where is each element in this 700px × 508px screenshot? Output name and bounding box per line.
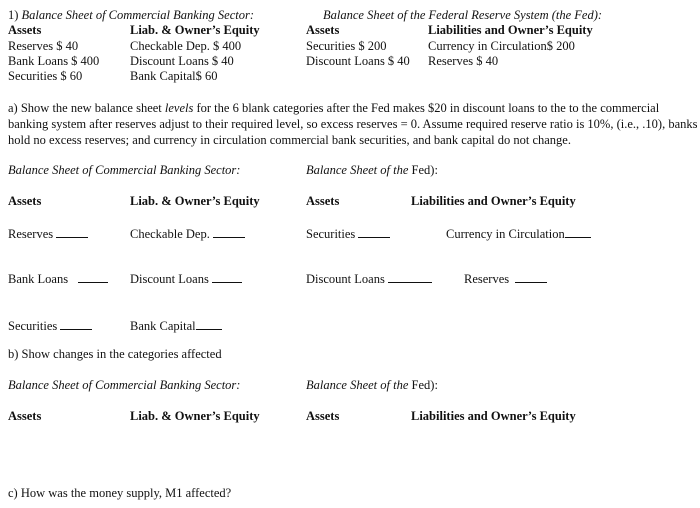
part-b-bank-title: Balance Sheet of Commercial Banking Sector: xyxy=(8,378,241,392)
part-a-securities-row: Securities xyxy=(8,318,92,334)
fed-liab-currency: Currency in Circulation$ 200 xyxy=(428,39,575,53)
part-a-reserves-row: Reserves xyxy=(8,226,88,242)
fed-asset-securities: Securities $ 200 xyxy=(306,39,387,53)
bank-liab-checkable: Checkable Dep. $ 400 xyxy=(130,39,242,53)
part-b-heading: b) Show changes in the categories affected xyxy=(8,347,222,361)
part-a-bank-assets-header: Assets xyxy=(8,194,42,208)
fed-asset-discount-loans: Discount Loans $ 40 xyxy=(306,54,410,68)
checkable-blank[interactable] xyxy=(213,226,245,238)
fed-liab-reserves: Reserves $ 40 xyxy=(428,54,499,68)
bank-liab-discount-loans: Discount Loans $ 40 xyxy=(130,54,234,68)
part-b-fed-title: Balance Sheet of the Fed): xyxy=(306,378,438,392)
bank-asset-reserves: Reserves $ 40 xyxy=(8,39,79,53)
reserves-blank[interactable] xyxy=(56,226,88,238)
part-b-fed-liab-header: Liabilities and Owner’s Equity xyxy=(411,409,576,423)
part-a-fed-assets-header: Assets xyxy=(306,194,340,208)
bank-assets-header: Assets xyxy=(8,23,42,37)
part-b-fed-assets-header: Assets xyxy=(306,409,340,423)
part-a-fed-securities-row: Securities xyxy=(306,226,390,242)
bank-liab-capital: Bank Capital$ 60 xyxy=(130,69,218,83)
part-a-bank-title: Balance Sheet of Commercial Banking Sector: xyxy=(8,163,241,177)
part-a-fed-discount-loans-row: Discount Loans xyxy=(306,271,432,287)
bank-asset-loans: Bank Loans $ 400 xyxy=(8,54,100,68)
bank-capital-blank xyxy=(196,318,222,330)
part-a-fed-liab-header: Liabilities and Owner’s Equity xyxy=(411,194,576,208)
bank-balance-sheet-title: Balance Sheet of Commercial Banking Sector: xyxy=(21,8,255,22)
part-a-fed-reserves-row: Reserves xyxy=(464,271,547,287)
q1-title xyxy=(8,8,254,23)
part-b-bank-liab-header: Liab. & Owner’s Equity xyxy=(130,409,260,423)
part-a-instructions: a) Show the new balance sheet levels for the 6 blank categories after the Fed makes $20 in discount loans to the to the commercial banking system after reserves adjust to their required level, so excess reserves = 0. Assume required reserve ratio is 10%, (i.e., .10), banks hold no excess reserves; and currency in circulation commercial bank securities, and bank capital do not change. xyxy=(8,101,698,147)
fed-discount-loans-blank[interactable] xyxy=(388,271,432,283)
q1-number: 1) xyxy=(8,8,22,22)
fed-reserves-blank[interactable] xyxy=(515,271,547,283)
part-a-bank-liab-header: Liab. & Owner’s Equity xyxy=(130,194,260,208)
fed-balance-sheet-title: Balance Sheet of the Federal Reserve System (the Fed): xyxy=(323,8,603,22)
part-c-question: c) How was the money supply, M1 affected? xyxy=(8,486,232,500)
fed-securities-blank xyxy=(358,226,390,238)
bank-liab-header: Liab. & Owner’s Equity xyxy=(130,23,260,37)
securities-blank xyxy=(60,318,92,330)
bank-loans-blank[interactable] xyxy=(78,271,108,283)
part-a-currency-row: Currency in Circulation xyxy=(446,226,591,242)
part-a-bank-loans-row: Bank Loans xyxy=(8,271,108,287)
part-b-bank-assets-header: Assets xyxy=(8,409,42,423)
part-a-fed-title: Balance Sheet of the Fed): xyxy=(306,163,438,177)
fed-liab-header: Liabilities and Owner’s Equity xyxy=(428,23,593,37)
part-a-discount-loans-row: Discount Loans xyxy=(130,271,242,287)
currency-blank xyxy=(565,226,591,238)
part-a-checkable-row: Checkable Dep. xyxy=(130,226,245,242)
discount-loans-blank[interactable] xyxy=(212,271,242,283)
bank-asset-securities: Securities $ 60 xyxy=(8,69,83,83)
fed-assets-header: Assets xyxy=(306,23,340,37)
part-a-bank-capital-row: Bank Capital xyxy=(130,318,222,334)
